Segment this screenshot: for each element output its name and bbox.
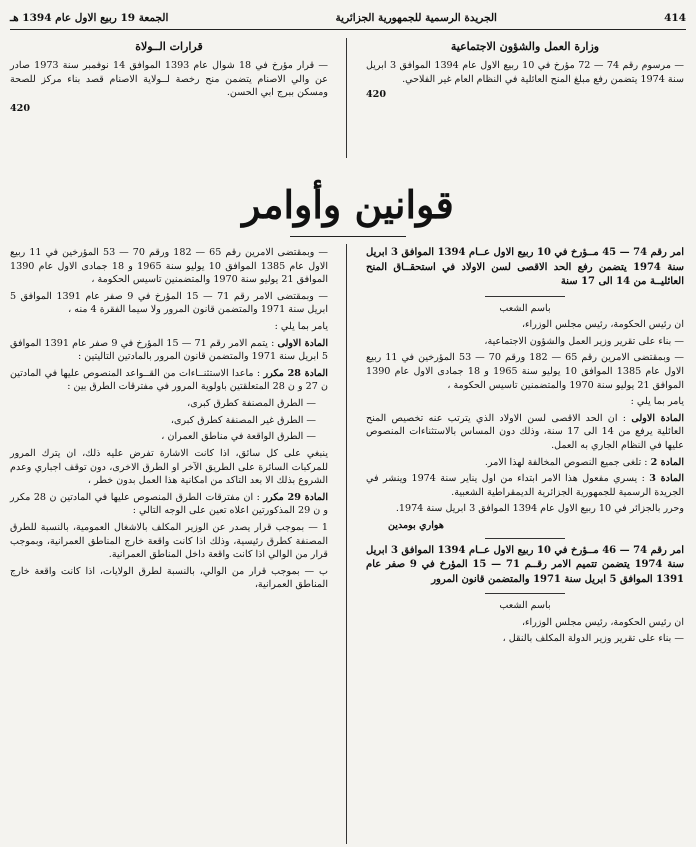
article-label: المادة 28 مكرر bbox=[263, 367, 328, 379]
article-text: : ان مفترقات الطرق المنصوص عليها في المادتين ن 28 مكرر و ن 29 المذكورتين اعلاه تعين على الوجه التالي : bbox=[10, 491, 328, 517]
article-label: المادة 3 bbox=[649, 473, 684, 485]
preamble-line: — وبمقتضى الامرين رقم 65 — 182 ورقم 70 — 53 المؤرخين في 11 ربيع الاول عام 1385 الموافق 10 يوليو سنة 1965 و 18 جمادى الاول عام 1390 الموافق 21 يوليو سنة 1970 والمتضمنين تاسيس الحكومة ، bbox=[10, 247, 328, 286]
article-text: : تلغى جميع النصوص المخالفة لهذا الامر. bbox=[484, 456, 648, 468]
decree-74-45-title: امر رقم 74 — 45 مــؤرخ في 10 ربيع الاول عــام 1394 الموافق 3 ابريل سنة 1974 يتضمن رفع الحد الاقصى لسن الاولاد في استحقــاق المنح العائليــة من 14 الى 17 سنة bbox=[366, 247, 684, 287]
orders-line: يامر بما يلي : bbox=[274, 321, 328, 333]
divider bbox=[485, 296, 565, 297]
article-29-bis bbox=[10, 491, 328, 518]
signature: هواري بومدين bbox=[388, 520, 444, 532]
orders-line: يامر بما يلي : bbox=[630, 396, 684, 408]
article-label: المادة 2 bbox=[650, 456, 684, 468]
article-text: : ماعدا الاستثنــاءات من القــواعد المنصوص عليها في المادتين ن 27 و ن 28 المتعلقتين باولوية المرور في مفترقات الطرق بين : bbox=[10, 367, 328, 393]
order-page-ref: 420 bbox=[10, 102, 31, 114]
order-summary: — قرار مؤرخ في 18 شوال عام 1393 الموافق 14 نوفمبر سنة 1973 صادر عن والي الاصنام يتضمن منح رخصة لــولاية الاصنام قصد بناء مركز للصحة ومسكن ببرج ابي الحسن. bbox=[10, 60, 328, 99]
preamble-line: — بناء على تقرير وزير الدولة المكلف بالنقل ، bbox=[502, 633, 684, 645]
top-right-section bbox=[366, 40, 684, 103]
ministry-title: وزارة العمل والشؤون الاجتماعية bbox=[450, 40, 600, 53]
article-28-bis bbox=[10, 367, 328, 394]
body-paragraph: ينبغي على كل سائق، اذا كانت الاشارة تفرض عليه ذلك، ان يترك المرور للمركبات السائرة على الطريق الآخر او الطرق الاخرى، دون توقف اجباري وعدم الشروع بذلك الا بعد التاكد من امكانية هذا العمل بدون خطر ، bbox=[10, 447, 328, 487]
article-3 bbox=[366, 472, 684, 499]
article-1 bbox=[366, 412, 684, 453]
preamble-line: — بناء على تقرير وزير العمل والشؤون الاجتماعية، bbox=[484, 335, 684, 347]
main-section-title: قوانين وأوامر bbox=[242, 182, 454, 227]
list-item: ب — بموجب قرار من الوالي، بالنسبة لطرق الولايات، اذا كانت واقعة خارج المناطق العمرانية، bbox=[10, 565, 328, 591]
people-heading: باسم الشعب bbox=[499, 600, 551, 612]
divider bbox=[485, 538, 565, 539]
summary-page-ref: 420 bbox=[366, 89, 387, 101]
article-text: : ان الحد الاقصى لسن الاولاد الذي يترتب عنه تخصيص المنح العائلية يرفع من 14 الى 17 سنة، وذلك دون المساس بالاستثناءات المنصوص عليها في النظام الجاري به العمل. bbox=[366, 412, 684, 451]
issue-date: الجمعة 19 ربيع الاول عام 1394 هـ bbox=[10, 12, 169, 24]
title-rule bbox=[290, 236, 406, 237]
article-label: المادة الاولى bbox=[277, 337, 328, 349]
done-at: وحرر بالجزائر في 10 ربيع الاول عام 1394 الموافق 3 ابريل سنة 1974. bbox=[395, 503, 684, 515]
article-label: المادة الاولى bbox=[631, 412, 684, 424]
left-column bbox=[10, 246, 328, 595]
page-header bbox=[10, 10, 686, 30]
people-heading: باسم الشعب bbox=[499, 302, 551, 314]
preamble-line: — وبمقتضى الامر رقم 71 — 15 المؤرخ في 9 صفر عام 1391 الموافق 5 ابريل سنة 1971 والمتضمن قانون المرور ولا سيما الفقرة 4 منه ، bbox=[10, 290, 328, 316]
article-2 bbox=[366, 456, 684, 470]
right-column bbox=[366, 246, 684, 649]
page-number: 414 bbox=[664, 12, 686, 24]
article-1 bbox=[10, 337, 328, 364]
article-label: المادة 29 مكرر bbox=[263, 491, 328, 503]
main-column-divider bbox=[346, 244, 347, 844]
article-text: : يسري مفعول هذا الامر ابتداء من اول يناير سنة 1974 وينشر في الجريدة الرسمية للجمهورية الجزائرية الديمقراطية الشعبية. bbox=[366, 473, 684, 498]
top-column-divider bbox=[346, 38, 347, 158]
top-left-section bbox=[10, 40, 328, 117]
preamble-line: ان رئيس الحكومة، رئيس مجلس الوزراء، bbox=[521, 616, 684, 628]
preamble-line: ان رئيس الحكومة، رئيس مجلس الوزراء، bbox=[521, 319, 684, 331]
article-text: : يتمم الامر رقم 71 — 15 المؤرخ في 9 صفر عام 1391 الموافق 5 ابريل سنة 1971 والمتضمن قانون المرور بالمادتين التاليتين : bbox=[10, 337, 328, 363]
decree-summary: — مرسوم رقم 74 — 72 مؤرخ في 10 ربيع الاول عام 1394 الموافق 3 ابريل سنة 1974 يتضمن رفع مبلغ المنح العائلية في النظام العام غير الفلاحي. bbox=[366, 60, 684, 85]
divider bbox=[485, 593, 565, 594]
preamble-line: — وبمقتضى الامرين رقم 65 — 182 ورقم 70 — 53 المؤرخين في 11 ربيع الاول عام 1385 الموافق 10 يوليو سنة 1965 و 18 جمادى الاول عام 1390 الموافق 21 يوليو سنة 1970 والمتضمنين تاسيس الحكومة ، bbox=[366, 352, 684, 391]
journal-title: الجريدة الرسمية للجمهورية الجزائرية bbox=[335, 12, 497, 24]
list-item: 1 — بموجب قرار يصدر عن الوزير المكلف بالاشغال العمومية، بالنسبة للطرق المصنفة كطرق رئيسية، وذلك اذا كانت واقعة خارج المناطق العمرانية، وبموجب قرار من الوالي اذا كانت واقعة داخل المناطق العمرانية. bbox=[10, 521, 328, 561]
list-item: — الطرق الواقعة في مناطق العمران ، bbox=[161, 431, 316, 443]
governors-title: قرارات الــولاة bbox=[135, 40, 203, 53]
list-item: — الطرق غير المصنفة كطرق كبرى، bbox=[170, 414, 316, 426]
list-item: — الطرق المصنفة كطرق كبرى، bbox=[187, 398, 316, 410]
decree-74-46-title: امر رقم 74 — 46 مــؤرخ في 10 ربيع الاول عــام 1394 الموافق 3 ابريل سنة 1974 يتضمن تتميم الامر رقــم 71 — 15 المؤرخ في 9 صفر عام 1391 الموافق 5 ابريل سنة 1971 والمتضمن قانون المرور bbox=[366, 544, 684, 585]
